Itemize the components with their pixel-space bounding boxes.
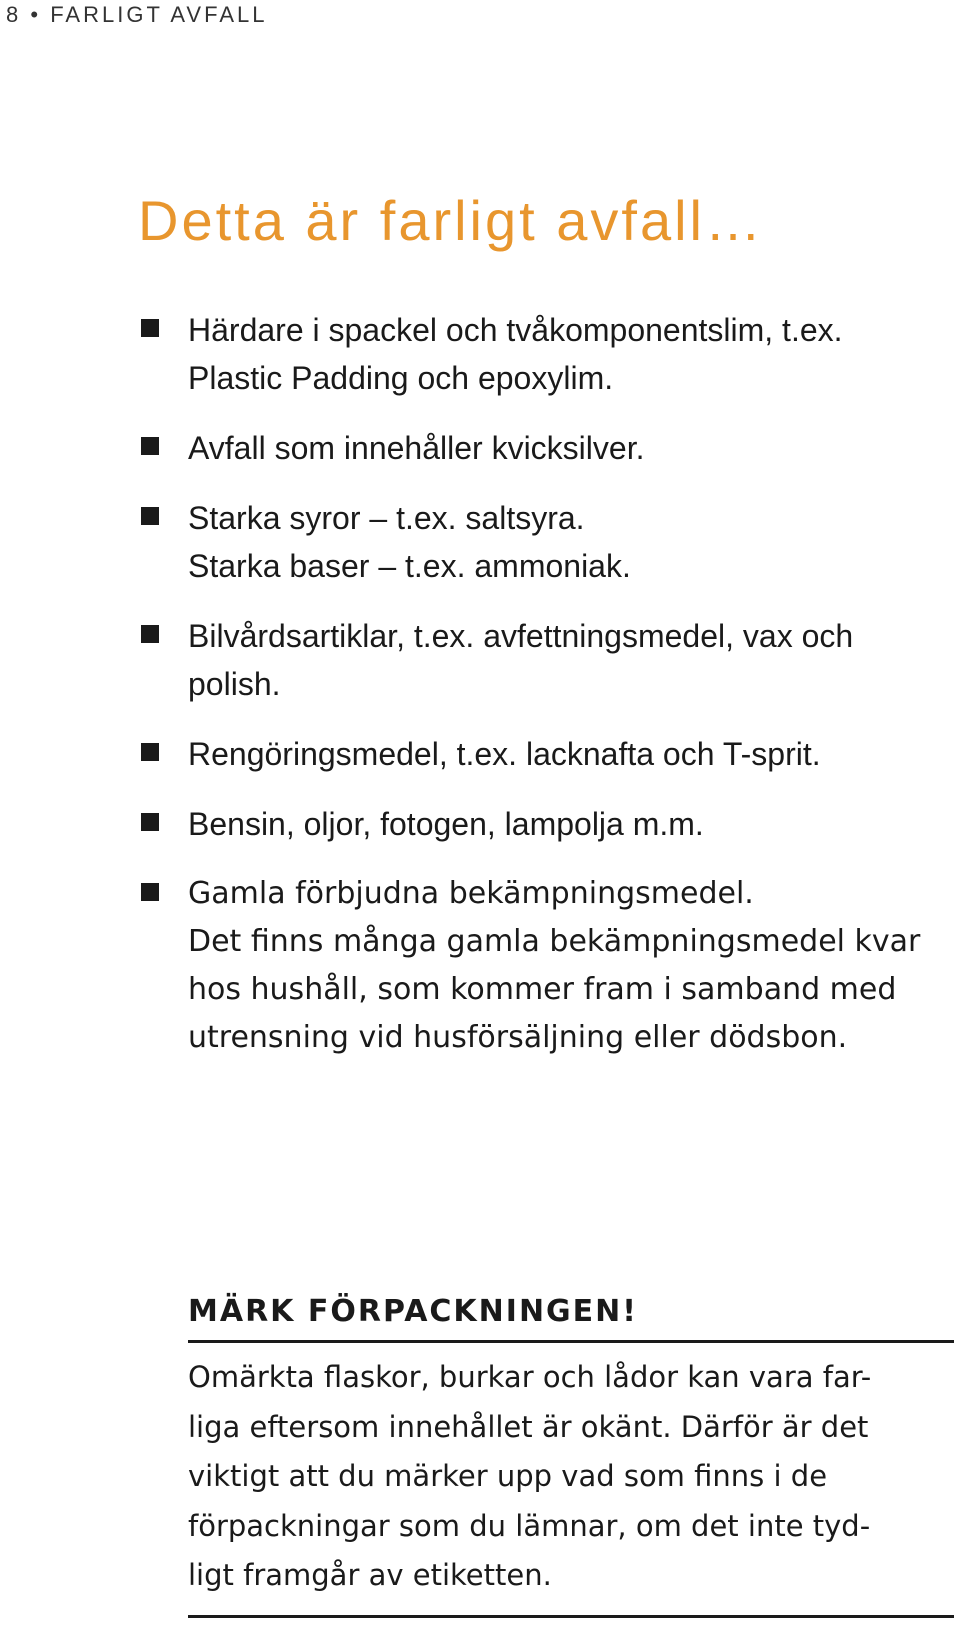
item-line: hos hushåll, som kommer fram i samband med <box>188 972 897 1007</box>
notice-line: ligt framgår av etiketten. <box>188 1558 552 1592</box>
square-bullet-icon <box>141 625 159 643</box>
notice-line: Omärkta flaskor, burkar och lådor kan vara far- <box>188 1360 872 1394</box>
square-bullet-icon <box>141 437 159 455</box>
list-item <box>138 870 948 1062</box>
list-item <box>138 424 948 472</box>
item-line: Starka baser – t.ex. ammoniak. <box>188 548 631 584</box>
item-line: polish. <box>188 666 281 702</box>
square-bullet-icon <box>141 883 159 901</box>
notice-heading: MÄRK FÖRPACKNINGEN! <box>188 1288 954 1343</box>
item-line: Härdare i spackel och tvåkomponentslim, t.ex. <box>188 312 843 348</box>
list-item <box>138 494 948 590</box>
item-line: Bilvårdsartiklar, t.ex. avfettningsmedel, vax och <box>188 618 854 654</box>
notice-line: viktigt att du märker upp vad som finns i de <box>188 1459 828 1493</box>
list-item <box>138 306 948 402</box>
item-line: Avfall som innehåller kvicksilver. <box>188 430 645 466</box>
notice-line: förpackningar som du lämnar, om det inte tyd- <box>188 1508 871 1543</box>
page-title: Detta är farligt avfall… <box>138 189 764 252</box>
list-item <box>138 800 948 848</box>
square-bullet-icon <box>141 813 159 831</box>
notice-line: liga eftersom innehållet är okänt. Därför är det <box>188 1409 869 1444</box>
item-line: Rengöringsmedel, t.ex. lacknafta och T-sprit. <box>188 736 821 772</box>
square-bullet-icon <box>141 507 159 525</box>
square-bullet-icon <box>141 743 159 761</box>
item-line: Starka syror – t.ex. saltsyra. <box>188 500 585 536</box>
running-header <box>6 2 267 28</box>
list-item <box>138 612 948 708</box>
item-line: Bensin, oljor, fotogen, lampolja m.m. <box>188 806 704 842</box>
header-section: FARLIGT AVFALL <box>50 2 268 27</box>
header-separator: • <box>30 2 42 27</box>
notice-box <box>188 1288 954 1618</box>
item-line: Gamla förbjudna bekämpningsmedel. <box>188 876 754 911</box>
notice-body <box>188 1353 954 1618</box>
item-line: Plastic Padding och epoxylim. <box>188 360 614 396</box>
square-bullet-icon <box>141 319 159 337</box>
item-line: Det finns många gamla bekämpningsmedel kvar <box>188 924 921 959</box>
hazard-list <box>138 306 948 1084</box>
list-item <box>138 730 948 778</box>
page-number: 8 <box>6 2 22 27</box>
item-line: utrensning vid husförsäljning eller dödsbon. <box>188 1020 848 1055</box>
